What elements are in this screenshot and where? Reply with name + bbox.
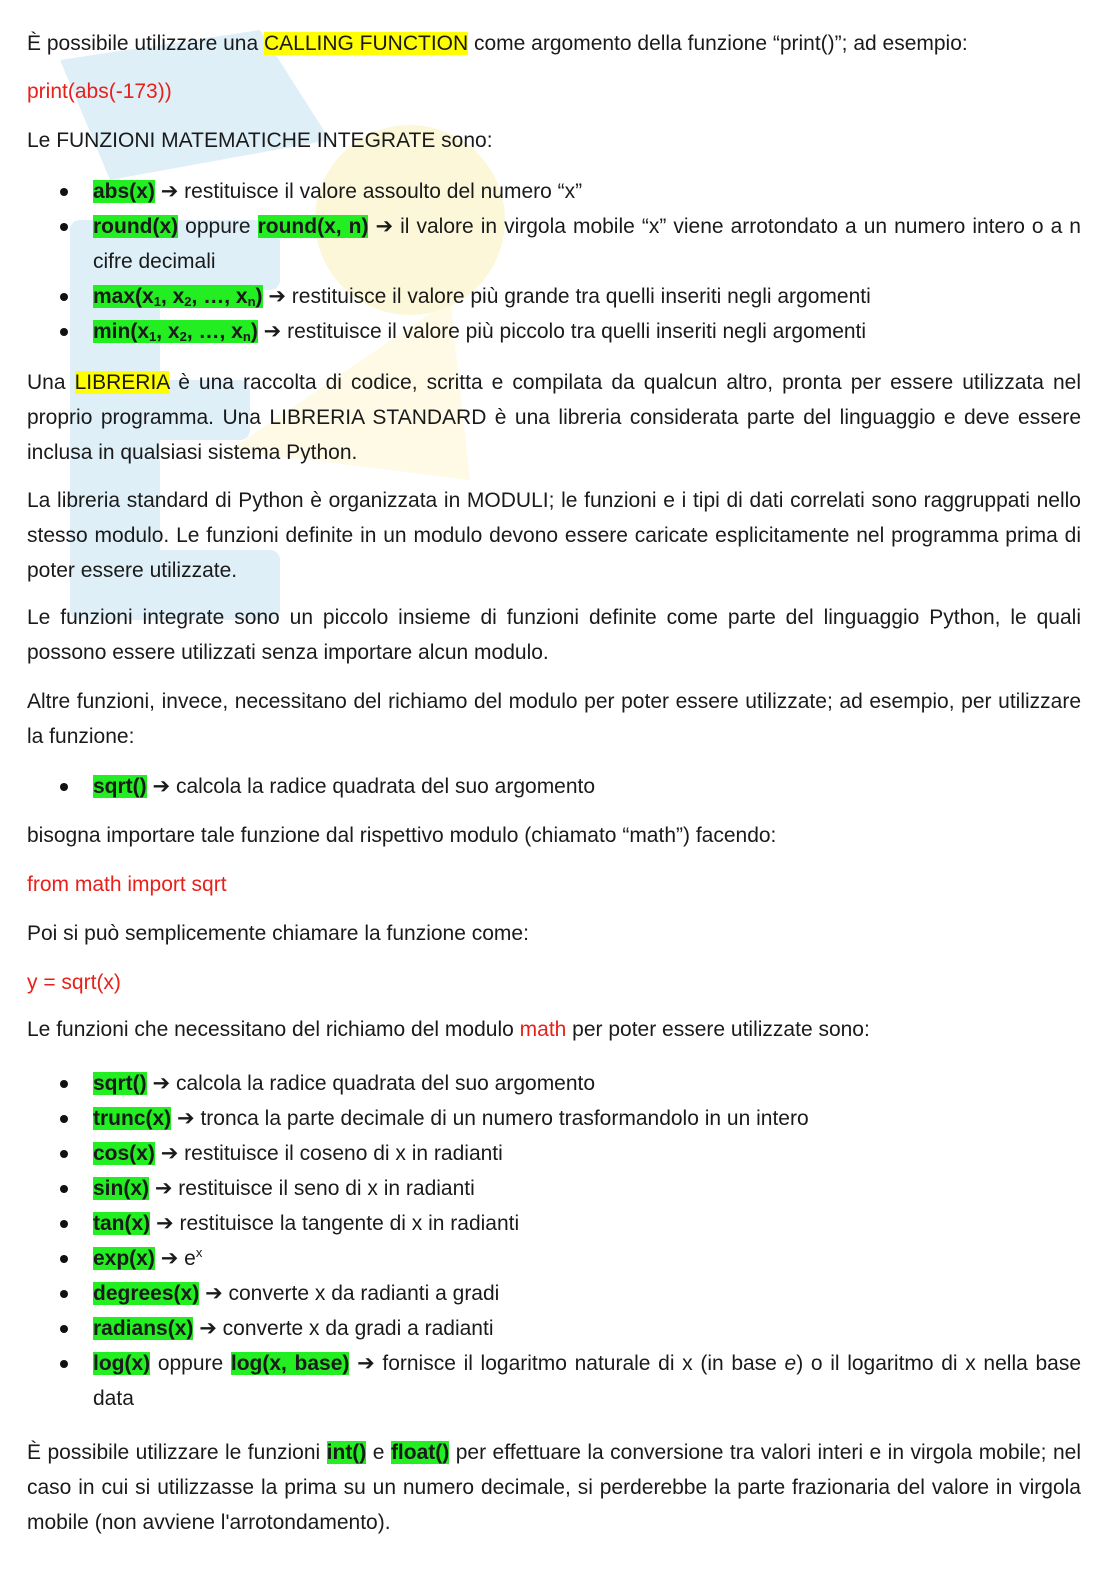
list-item-sqrt: sqrt() ➔ calcola la radice quadrata del suo argomento: [27, 1066, 1081, 1101]
math-module-list: [27, 1066, 1081, 1416]
para-int-float: È possibile utilizzare le funzioni int() e float() per effettuare la conversione tra valori interi e in virgola mobile; nel caso in cui si utilizzasse la prima su un numero decimale, si perderebbe la parte frazionaria del valore in virgola mobile (non avviene l'arrotondamento).: [27, 1441, 1081, 1534]
list-item-sqrt: sqrt() ➔ calcola la radice quadrata del suo argomento: [27, 769, 1081, 804]
fn-round-n: round(x, n): [257, 215, 369, 238]
highlight-libreria: LIBRERIA: [74, 371, 170, 394]
arrow-icon: ➔: [375, 215, 394, 238]
list-item-trunc: trunc(x) ➔ tronca la parte decimale di un numero trasformandolo in un intero: [27, 1101, 1081, 1136]
fn-int: int(): [326, 1441, 367, 1464]
arrow-icon: ➔: [205, 1282, 223, 1305]
code-from-math-import: from math import sqrt: [27, 873, 227, 896]
list-item-sin: sin(x) ➔ restituisce il seno di x in radianti: [27, 1171, 1081, 1206]
list-item-max: $\max(x_1$, $x_2$, …, $x_n$) ➔ restituisce il valore più grande tra quelli inseriti negli argomenti: [27, 279, 1081, 314]
fn-log: log(x): [93, 1352, 151, 1375]
para-modulo-math: Le funzioni che necessitano del richiamo del modulo math per poter essere utilizzate sono:: [27, 1018, 870, 1041]
list-item-tan: tan(x) ➔ restituisce la tangente di x in radianti: [27, 1206, 1081, 1241]
fn-round: round(x): [93, 215, 179, 238]
fn-cos: cos(x): [93, 1142, 155, 1165]
arrow-icon: ➔: [160, 180, 179, 203]
arrow-icon: ➔: [268, 285, 286, 308]
list-item-log: log(x) oppure log(x, base) ➔ fornisce il logaritmo naturale di x (in base e) o il logaritmo di x nella base data: [27, 1346, 1081, 1416]
arrow-icon: ➔: [152, 775, 171, 798]
fn-float: float(): [390, 1441, 450, 1464]
fn-max: $\max(x_1$, $x_2$, …, $x_n$): [93, 285, 263, 309]
fn-min: $\min(x_1$, $x_2$, …, $x_n$): [93, 320, 258, 344]
fn-sqrt: sqrt(): [93, 775, 147, 798]
fn-radians: radians(x): [93, 1317, 194, 1340]
highlight-calling-function: CALLING FUNCTION: [263, 32, 469, 55]
fn-sqrt: sqrt(): [93, 1072, 147, 1095]
list-item-cos: cos(x) ➔ restituisce il coseno di x in radianti: [27, 1136, 1081, 1171]
list-item-degrees: degrees(x) ➔ converte x da radianti a gradi: [27, 1276, 1081, 1311]
builtin-math-list: [27, 174, 1081, 349]
list-item-exp: exp(x) ➔ $e^x$: [27, 1241, 1081, 1276]
para-altre-funzioni: Altre funzioni, invece, necessitano del richiamo del modulo per poter essere utilizzate; ad esempio, per utilizzare la funzione:: [27, 690, 1081, 748]
code-print-abs: print(abs(-173)): [27, 80, 172, 103]
para-chiamare: Poi si può semplicemente chiamare la funzione come:: [27, 922, 529, 945]
fn-tan: tan(x): [93, 1212, 151, 1235]
arrow-icon: ➔: [263, 320, 282, 343]
arrow-icon: ➔: [177, 1107, 195, 1130]
arrow-icon: ➔: [156, 1212, 174, 1235]
fn-abs: abs(x): [93, 180, 155, 203]
arrow-icon: ➔: [160, 1247, 179, 1270]
arrow-icon: ➔: [357, 1352, 375, 1375]
list-item-round: round(x) oppure round(x, n) ➔ il valore in virgola mobile “x” viene arrotondato a un numero intero o a n cifre decimali: [27, 209, 1081, 279]
arrow-icon: ➔: [160, 1142, 179, 1165]
sqrt-list: [27, 769, 1081, 804]
arrow-icon: ➔: [199, 1317, 217, 1340]
list-item-radians: radians(x) ➔ converte x da gradi a radianti: [27, 1311, 1081, 1346]
para-libreria: Una LIBRERIA è una raccolta di codice, scritta e compilata da qualcun altro, pronta per essere utilizzata nel proprio programma. Una LIBRERIA STANDARD è una libreria considerata parte del linguaggio e deve essere inclusa in qualsiasi sistema Python.: [27, 371, 1082, 464]
para-importare: bisogna importare tale funzione dal rispettivo modulo (chiamato “math”) facendo:: [27, 824, 777, 847]
list-item-min: $\min(x_1$, $x_2$, …, $x_n$) ➔ restituisce il valore più piccolo tra quelli inseriti negli argomenti: [27, 314, 1081, 349]
fn-exp: exp(x): [93, 1247, 155, 1270]
list-item-abs: abs(x) ➔ restituisce il valore assoulto del numero “x”: [27, 174, 1081, 209]
para-funzioni-integrate: Le funzioni integrate sono un piccolo insieme di funzioni definite come parte del linguaggio Python, le quali possono essere utilizzati senza importare alcun modulo.: [27, 606, 1081, 664]
fn-log-base: log(x, base): [230, 1352, 350, 1375]
fn-degrees: degrees(x): [93, 1282, 200, 1305]
fn-sin: sin(x): [93, 1177, 150, 1200]
fn-trunc: trunc(x): [93, 1107, 172, 1130]
para-moduli: La libreria standard di Python è organizzata in MODULI; le funzioni e i tipi di dati correlati sono raggruppati nello stesso modulo. Le funzioni definite in un modulo devono essere caricate esplicitamente nel programma prima di poter essere utilizzate.: [27, 489, 1081, 582]
arrow-icon: ➔: [152, 1072, 171, 1095]
arrow-icon: ➔: [154, 1177, 173, 1200]
code-y-sqrt: y = sqrt(x): [27, 971, 121, 994]
para-math-functions: Le FUNZIONI MATEMATICHE INTEGRATE sono:: [27, 129, 493, 152]
para-calling-function: È possibile utilizzare una CALLING FUNCTION come argomento della funzione “print()”; ad esempio:: [27, 32, 968, 55]
